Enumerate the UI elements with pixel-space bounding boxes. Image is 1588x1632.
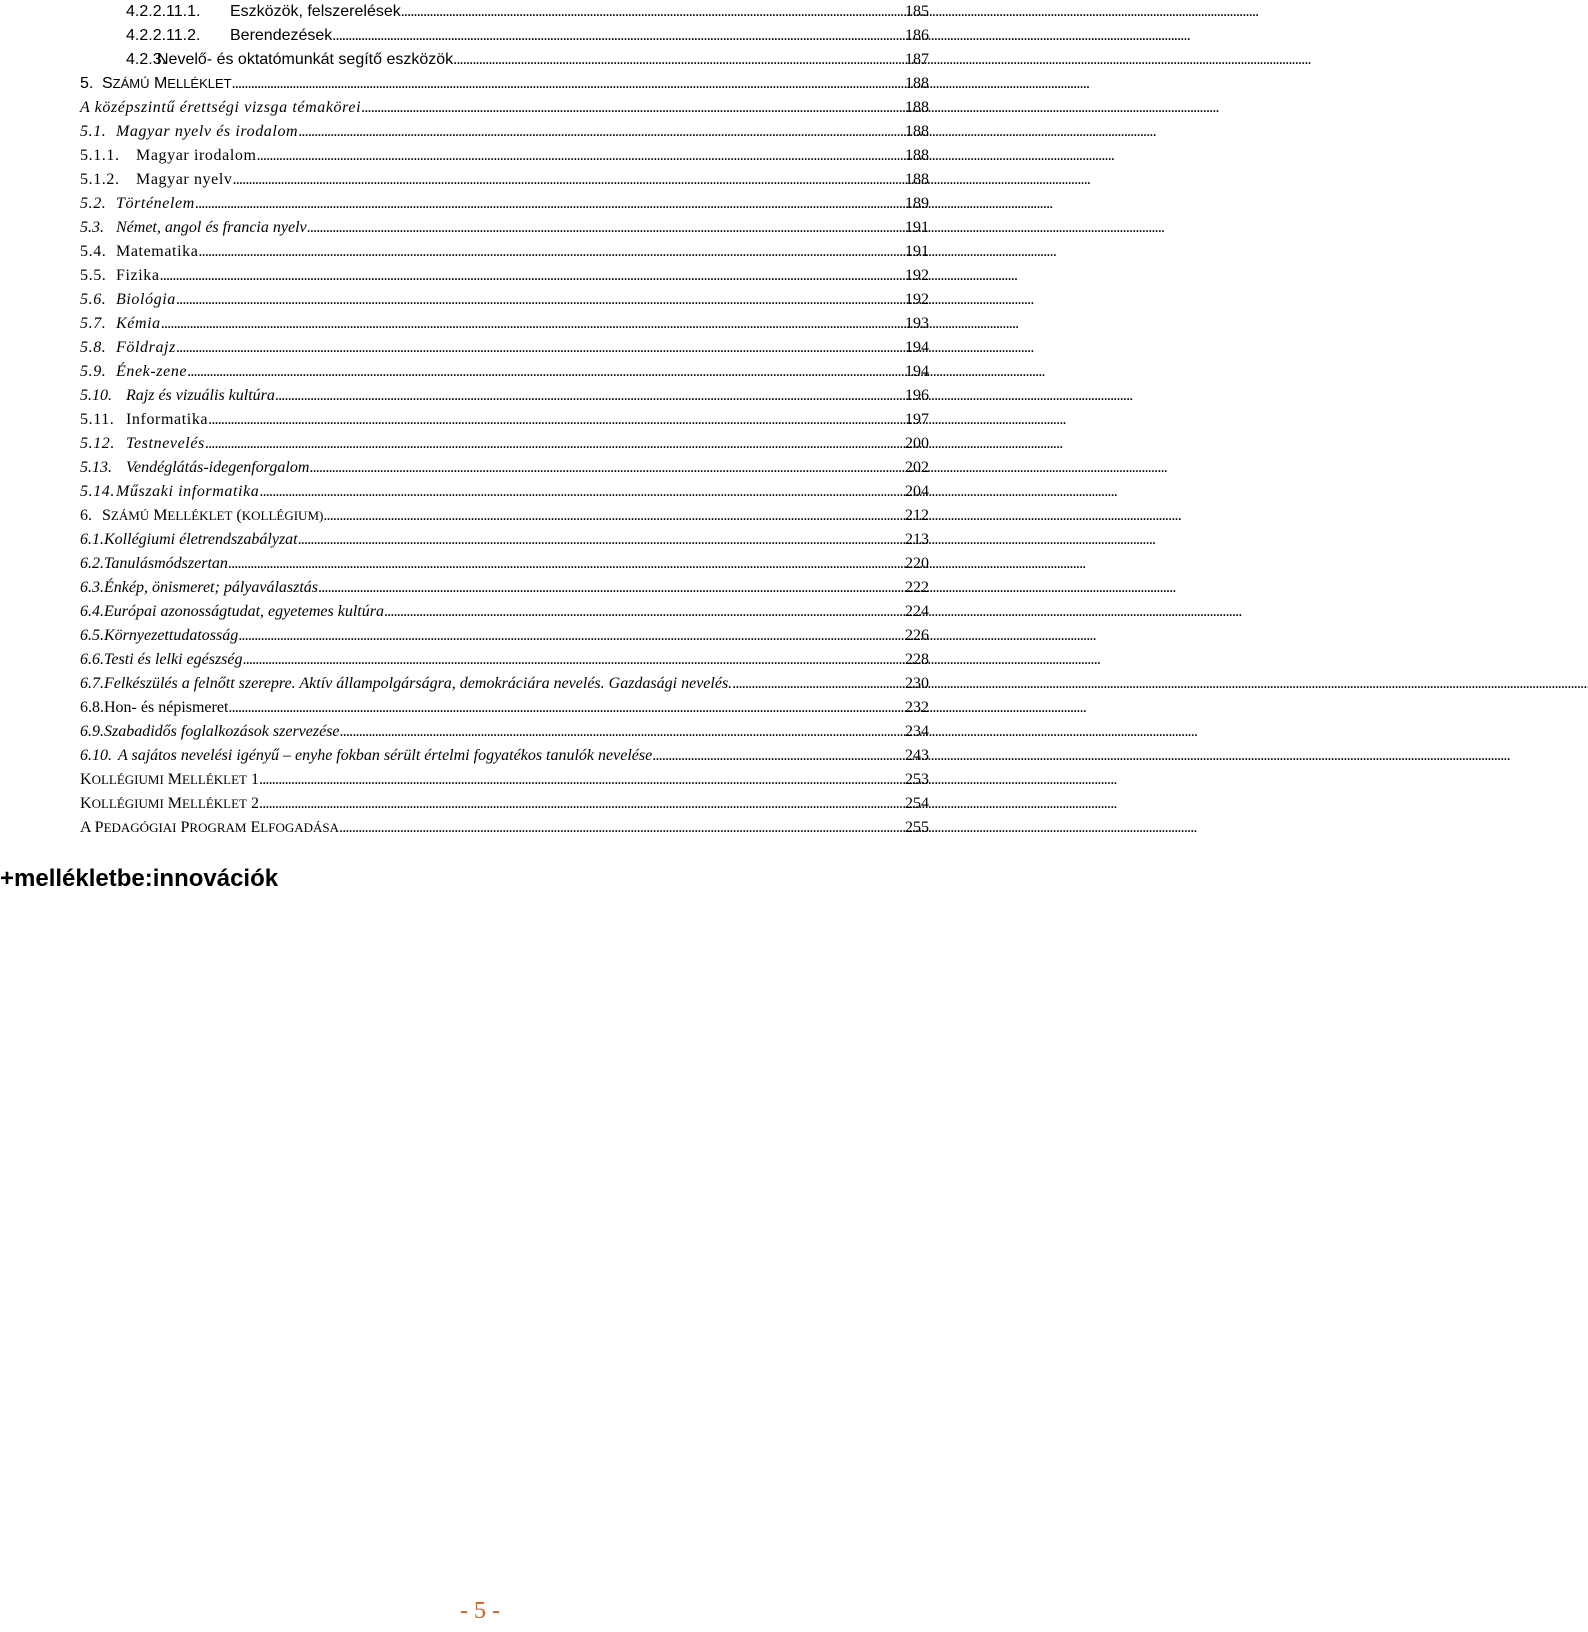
toc-entry-title: KOLLÉGIUMI MELLÉKLET 1: [80, 771, 259, 788]
toc-entry-number: 4.2.2.11.2.: [126, 27, 201, 44]
page-number: - 5 -: [460, 1598, 500, 1624]
toc-entry-title: A sajátos nevelési igényű – enyhe fokban sérült értelmi fogyatékos tanulók nevelése: [118, 747, 653, 764]
toc-entry-page: 188: [905, 147, 929, 164]
toc-dot-leader: [732, 672, 902, 696]
toc-entry-title: Európai azonosságtudat, egyetemes kultúra: [104, 603, 384, 620]
toc-entry-title: SZÁMÚ MELLÉKLET (KOLLÉGIUM): [102, 507, 324, 524]
toc-entry[interactable]: [126, 24, 929, 48]
toc-entry[interactable]: [80, 264, 929, 288]
toc-entry-number: 5.9.: [80, 363, 107, 380]
toc-entry[interactable]: [80, 480, 929, 504]
toc-entry[interactable]: [80, 72, 929, 96]
toc-entry-number: 6.4.: [80, 603, 104, 620]
toc-entry-page: 204: [905, 483, 929, 500]
toc-entry[interactable]: [80, 816, 929, 840]
toc-entry-title: Magyar nyelv és irodalom: [116, 123, 299, 140]
toc-dot-leader: [384, 600, 902, 624]
toc-entry-page: 243: [905, 747, 929, 764]
toc-entry[interactable]: [80, 408, 929, 432]
toc-dot-leader: [259, 768, 902, 792]
toc-entry-number: 6.3.: [80, 579, 104, 596]
toc-entry-number: 6.: [80, 507, 92, 524]
toc-entry-page: 196: [905, 387, 929, 404]
toc-dot-leader: [208, 408, 902, 432]
toc-entry-page: 222: [905, 579, 929, 596]
toc-dot-leader: [361, 96, 902, 120]
toc-dot-leader: [228, 696, 902, 720]
toc-entry-title: SZÁMÚ MELLÉKLET: [102, 75, 232, 92]
toc-entry-number: 6.5.: [80, 627, 104, 644]
toc-entry-title: Fizika: [116, 267, 160, 284]
toc-entry[interactable]: [80, 648, 929, 672]
toc-entry-title: Környezettudatosság: [104, 627, 239, 644]
toc-entry-page: 191: [905, 219, 929, 236]
toc-entry-number: 5.7.: [80, 315, 107, 332]
toc-entry-title: Nevelő- és oktatómunkát segítő eszközök: [157, 51, 454, 68]
toc-entry-page: 228: [905, 651, 929, 668]
toc-dot-leader: [307, 216, 902, 240]
toc-entry-number: 5.1.: [80, 123, 107, 140]
toc-dot-leader: [176, 288, 902, 312]
toc-entry-title: Német, angol és francia nyelv: [116, 219, 307, 236]
toc-entry-title: Műszaki informatika: [116, 483, 260, 500]
appendix-note: +mellékletbe:innovációk: [0, 865, 279, 892]
toc-dot-leader: [187, 360, 902, 384]
toc-entry[interactable]: [80, 624, 929, 648]
toc-entry[interactable]: [80, 744, 929, 768]
toc-dot-leader: [243, 648, 903, 672]
toc-entry[interactable]: [80, 384, 929, 408]
toc-dot-leader: [259, 480, 902, 504]
toc-dot-leader: [652, 744, 902, 768]
toc-entry[interactable]: [80, 96, 929, 120]
toc-entry-page: 202: [905, 459, 929, 476]
toc-entry-page: 192: [905, 267, 929, 284]
toc-entry-page: 234: [905, 723, 929, 740]
toc-entry[interactable]: [80, 360, 929, 384]
toc-entry-title: KOLLÉGIUMI MELLÉKLET 2: [80, 795, 259, 812]
toc-entry[interactable]: [80, 792, 929, 816]
toc-entry[interactable]: [126, 48, 929, 72]
toc-entry-number: 6.10.: [80, 747, 112, 764]
toc-entry-title: Földrajz: [116, 339, 176, 356]
toc-dot-leader: [160, 264, 902, 288]
toc-entry-title: Tanulásmódszertan: [104, 555, 228, 572]
toc-dot-leader: [298, 528, 902, 552]
toc-entry-number: 4.2.2.11.1.: [126, 3, 201, 20]
toc-dot-leader: [195, 192, 902, 216]
toc-entry-title: Eszközök, felszerelések: [230, 3, 401, 20]
toc-entry[interactable]: [80, 120, 929, 144]
toc-entry[interactable]: [80, 336, 929, 360]
toc-entry-title: Vendéglátás-idegenforgalom: [126, 459, 310, 476]
toc-entry[interactable]: [80, 504, 929, 528]
toc-entry-number: 5.8.: [80, 339, 107, 356]
toc-entry[interactable]: [80, 456, 929, 480]
toc-dot-leader: [259, 792, 902, 816]
toc-entry-title: Kémia: [116, 315, 161, 332]
toc-entry-number: 6.7.: [80, 675, 104, 692]
toc-entry[interactable]: [80, 576, 929, 600]
toc-entry-title: A középszintű érettségi vizsga témakörei: [80, 99, 362, 116]
toc-dot-leader: [340, 720, 902, 744]
toc-entry-page: 230: [905, 675, 929, 692]
toc-entry-number: 5.3.: [80, 219, 104, 236]
toc-entry[interactable]: [80, 216, 929, 240]
toc-entry-page: 255: [905, 819, 929, 836]
toc-entry-number: 5.13.: [80, 459, 112, 476]
toc-entry-number: 5.6.: [80, 291, 107, 308]
toc-entry-page: 197: [905, 411, 929, 428]
toc-dot-leader: [205, 432, 902, 456]
toc-entry-page: 189: [905, 195, 929, 212]
toc-entry-title: Szabadidős foglalkozások szervezése: [104, 723, 340, 740]
toc-entry[interactable]: [80, 552, 929, 576]
toc-dot-leader: [323, 504, 902, 528]
toc-entry-number: 6.6.: [80, 651, 104, 668]
toc-entry-page: 188: [905, 123, 929, 140]
toc-entry-page: 186: [905, 27, 929, 44]
toc-entry-title: Ének-zene: [116, 363, 188, 380]
toc-entry[interactable]: [80, 672, 929, 696]
toc-entry-page: 193: [905, 315, 929, 332]
toc-entry-number: 6.9.: [80, 723, 104, 740]
toc-entry-number: 5.11.: [80, 411, 115, 428]
toc-entry[interactable]: [80, 168, 929, 192]
toc-entry[interactable]: [80, 720, 929, 744]
toc-entry[interactable]: [80, 696, 929, 720]
toc-dot-leader: [228, 552, 902, 576]
toc-entry-title: Matematika: [116, 243, 199, 260]
toc-entry-page: 188: [905, 75, 929, 92]
toc-entry-page: 253: [905, 771, 929, 788]
toc-entry[interactable]: [80, 144, 929, 168]
toc-entry-number: 5.2.: [80, 195, 107, 212]
toc-entry-page: 212: [905, 507, 929, 524]
toc-entry-number: 5.4.: [80, 243, 107, 260]
toc-entry-number: 5.10.: [80, 387, 112, 404]
toc-entry-title: Informatika: [126, 411, 209, 428]
toc-entry-page: 226: [905, 627, 929, 644]
toc-entry-page: 185: [905, 3, 929, 20]
toc-entry[interactable]: [80, 600, 929, 624]
toc-entry[interactable]: [126, 0, 929, 24]
toc-entry-title: Biológia: [116, 291, 176, 308]
toc-entry[interactable]: [80, 312, 929, 336]
toc-dot-leader: [318, 576, 902, 600]
toc-entry-page: 194: [905, 339, 929, 356]
toc-entry[interactable]: [80, 768, 929, 792]
toc-entry-page: 191: [905, 243, 929, 260]
toc-entry-number: 5.12.: [80, 435, 115, 452]
toc-dot-leader: [401, 0, 902, 24]
toc-entry-page: 194: [905, 363, 929, 380]
toc-dot-leader: [176, 336, 902, 360]
toc-entry-title: Hon- és népismeret: [104, 699, 229, 716]
toc-entry-title: A PEDAGÓGIAI PROGRAM ELFOGADÁSA: [80, 819, 340, 836]
toc-entry-title: Rajz és vizuális kultúra: [126, 387, 275, 404]
toc-entry-page: 200: [905, 435, 929, 452]
toc-entry-page: 188: [905, 99, 929, 116]
toc-entry-number: 5.1.1.: [80, 147, 120, 164]
toc-entry-page: 224: [905, 603, 929, 620]
toc-entry[interactable]: [80, 240, 929, 264]
toc-entry-page: 188: [905, 171, 929, 188]
toc-entry-title: Testi és lelki egészség: [104, 651, 243, 668]
toc-entry-title: Magyar irodalom: [136, 147, 257, 164]
toc-dot-leader: [339, 816, 902, 840]
toc-dot-leader: [161, 312, 902, 336]
toc-dot-leader: [332, 24, 902, 48]
toc-entry[interactable]: [80, 432, 929, 456]
toc-entry-number: 5.1.2.: [80, 171, 120, 188]
toc-entry-number: 5.5.: [80, 267, 107, 284]
toc-entry-title: Magyar nyelv: [136, 171, 233, 188]
toc-entry-number: 6.1.: [80, 531, 104, 548]
toc-dot-leader: [257, 144, 902, 168]
toc-entry-page: 232: [905, 699, 929, 716]
toc-entry[interactable]: [80, 288, 929, 312]
toc-entry-number: 5.14.: [80, 483, 115, 500]
toc-dot-leader: [232, 72, 902, 96]
toc-dot-leader: [238, 624, 902, 648]
toc-entry-title: Kollégiumi életrendszabályzat: [104, 531, 298, 548]
toc-entry-page: 192: [905, 291, 929, 308]
toc-entry-number: 6.8.: [80, 699, 104, 716]
toc-dot-leader: [233, 168, 902, 192]
toc-entry-title: Berendezések: [230, 27, 333, 44]
toc-dot-leader: [275, 384, 902, 408]
toc-entry-page: 213: [905, 531, 929, 548]
toc-entry-page: 254: [905, 795, 929, 812]
toc-entry-title: Énkép, önismeret; pályaválasztás: [104, 579, 319, 596]
toc-entry-number: 4.2.3.: [126, 51, 167, 68]
toc-entry[interactable]: [80, 192, 929, 216]
toc-entry-title: Felkészülés a felnőtt szerepre. Aktív állampolgárságra, demokráciára nevelés. Gazdasági nevelés.: [104, 675, 733, 692]
toc-entry-number: 5.: [80, 75, 94, 92]
toc-dot-leader: [298, 120, 902, 144]
toc-entry-number: 6.2.: [80, 555, 104, 572]
toc-dot-leader: [453, 48, 902, 72]
toc-dot-leader: [309, 456, 902, 480]
toc-entry-title: Történelem: [116, 195, 195, 212]
toc-entry[interactable]: [80, 528, 929, 552]
toc-entry-title: Testnevelés: [126, 435, 205, 452]
toc-entry-page: 220: [905, 555, 929, 572]
toc-dot-leader: [198, 240, 902, 264]
toc-entry-page: 187: [905, 51, 929, 68]
